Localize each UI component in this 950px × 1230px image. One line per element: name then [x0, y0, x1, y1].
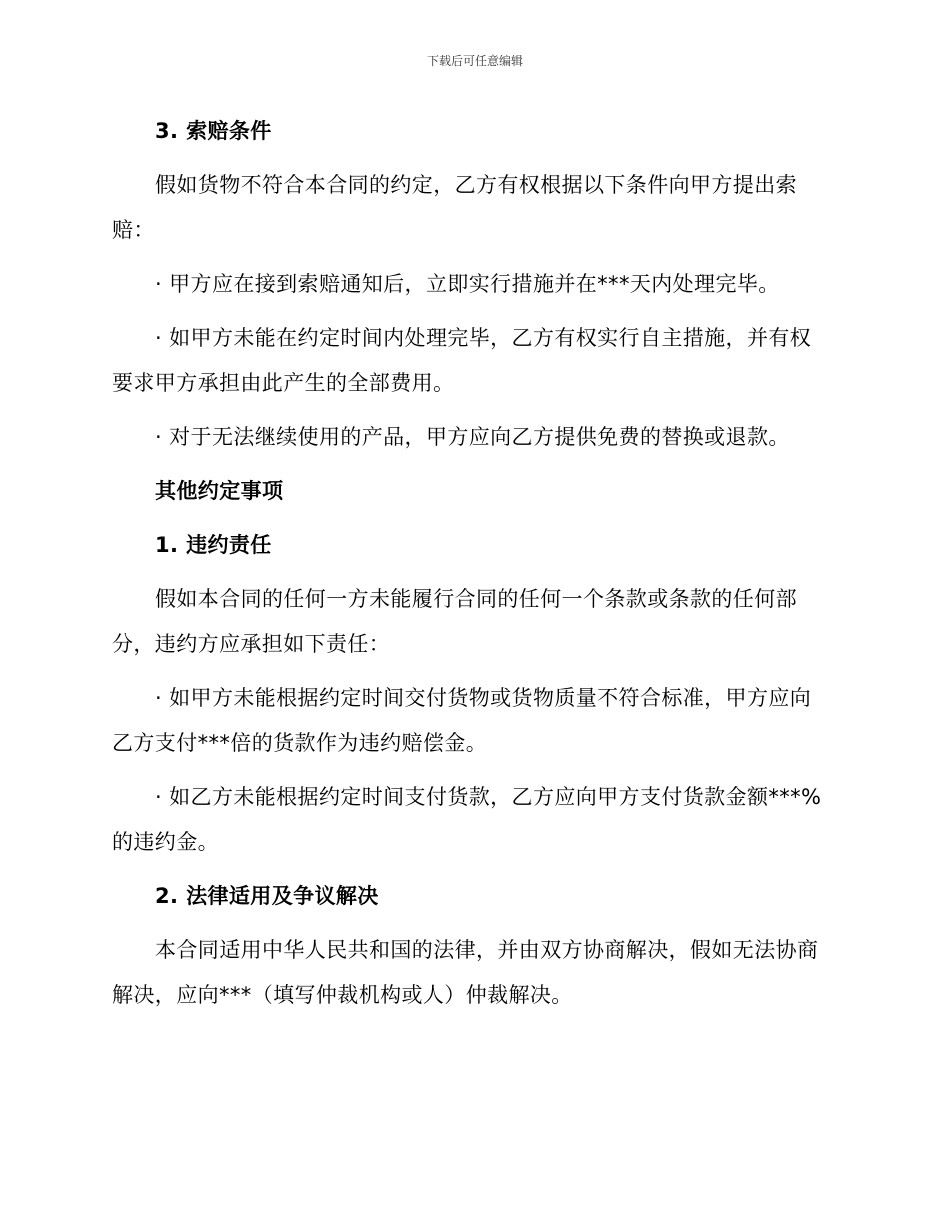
bullet-item: · 甲方应在接到索赔通知后，立即实行措施并在***天内处理完毕。: [155, 272, 780, 296]
paragraph: 假如本合同的任何一方未能履行合同的任何一个条款或条款的任何部分，违约方应承担如下责任：: [112, 587, 797, 656]
section-heading-other-terms: 其他约定事项: [155, 479, 284, 503]
paragraph: 假如货物不符合本合同的约定，乙方有权根据以下条件向甲方提出索赔：: [112, 173, 797, 242]
bullet-item: · 如甲方未能在约定时间内处理完毕，乙方有权实行自主措施，并有权要求甲方承担由此产生的全部费用。: [112, 326, 812, 395]
section-heading-breach-liability: 1. 违约责任: [155, 533, 272, 557]
document-body: [112, 109, 832, 1027]
bullet-item: · 对于无法继续使用的产品，甲方应向乙方提供免费的替换或退款。: [155, 425, 790, 449]
section-heading-claim-conditions: 3. 索赔条件: [155, 119, 272, 143]
paragraph: 本合同适用中华人民共和国的法律，并由双方协商解决，假如无法协商解决，应向***（填写仲裁机构或人）仲裁解决。: [112, 938, 819, 1007]
header-note: 下载后可任意编辑: [426, 54, 523, 68]
bullet-item: · 如乙方未能根据约定时间支付货款，乙方应向甲方支付货款金额***%的违约金。: [112, 785, 822, 854]
bullet-item: · 如甲方未能根据约定时间交付货物或货物质量不符合标准，甲方应向乙方支付***倍的货款作为违约赔偿金。: [112, 686, 812, 755]
section-heading-governing-law: 2. 法律适用及争议解决: [155, 884, 379, 908]
